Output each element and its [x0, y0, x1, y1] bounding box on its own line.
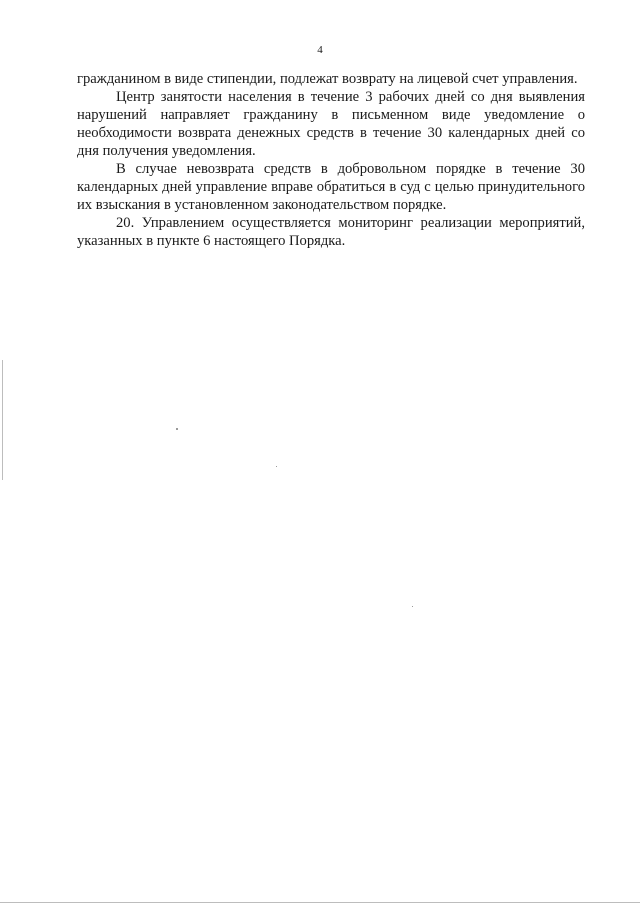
- scan-speck: [176, 428, 178, 430]
- paragraph-employment-center-notice: Центр занятости населения в течение 3 рабочих дней со дня выявления нарушений направляет гражданину в письменном виде уведомление о необходимости возврата денежных средств в течение 30 календарных дней со дня получения уведомления.: [77, 89, 585, 159]
- scan-edge-bottom: [0, 902, 640, 903]
- paragraph-monitoring: 20. Управлением осуществляется мониторинг реализации мероприятий, указанных в пункте 6 настоящего Порядка.: [77, 215, 585, 249]
- paragraph-continuation: гражданином в виде стипендии, подлежат возврату на лицевой счет управления.: [77, 71, 578, 87]
- scan-speck: [412, 606, 413, 607]
- document-body: [77, 70, 585, 250]
- paragraph-court-recovery: В случае невозврата средств в добровольном порядке в течение 30 календарных дней управление вправе обратиться в суд с целью принудительного их взыскания в установленном законодательством порядке.: [77, 161, 585, 213]
- page-number: 4: [317, 44, 323, 56]
- scan-edge-left: [2, 360, 3, 480]
- scan-speck: [276, 466, 277, 467]
